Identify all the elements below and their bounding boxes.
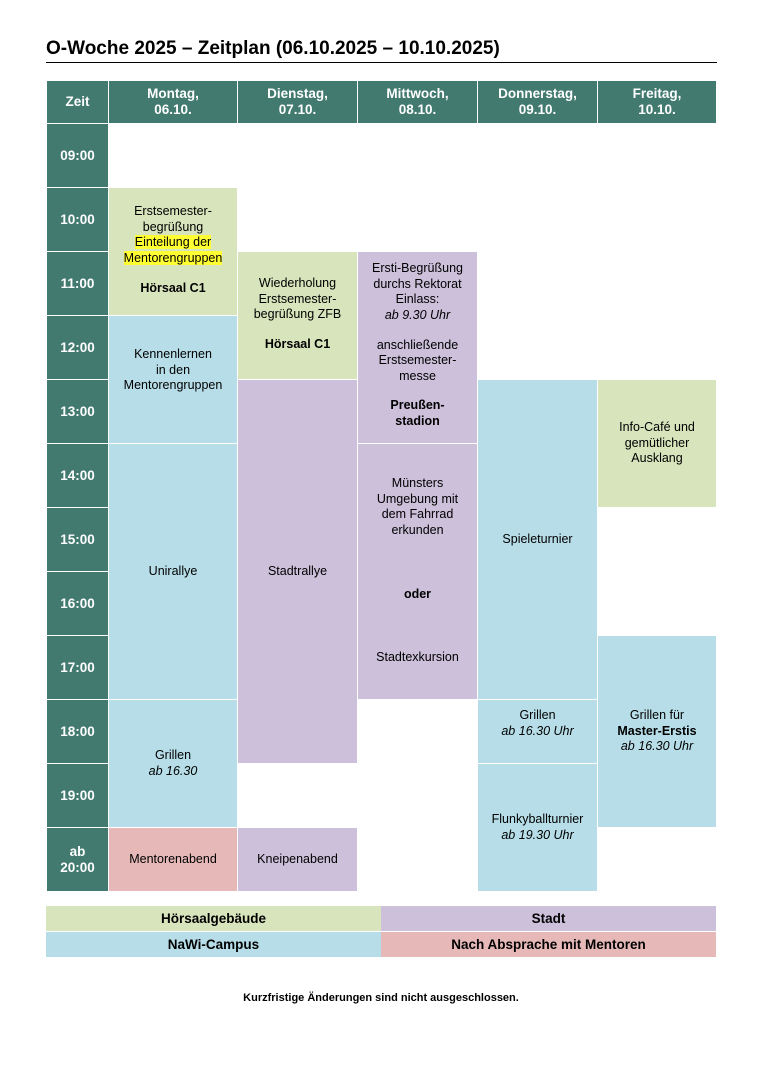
event-di-wiederholung bbox=[238, 252, 358, 380]
time-row-0900 bbox=[47, 124, 717, 188]
event-di-kneipenabend bbox=[238, 828, 358, 892]
header-day-thursday bbox=[478, 81, 598, 124]
header-row bbox=[47, 81, 717, 124]
empty-cell bbox=[598, 124, 717, 188]
empty-cell bbox=[598, 252, 717, 316]
event-text: Einlass: bbox=[395, 292, 440, 307]
time-label: 10:00 bbox=[47, 188, 109, 252]
event-time: ab 16.30 Uhr bbox=[620, 739, 694, 754]
empty-cell bbox=[478, 252, 598, 316]
time-label: 17:00 bbox=[47, 636, 109, 700]
event-text: Stadtexkursion bbox=[376, 650, 459, 665]
event-text: dem Fahrrad bbox=[381, 507, 454, 522]
event-text: Master-Erstis bbox=[617, 723, 697, 738]
event-text: Erstsemester- bbox=[134, 204, 212, 218]
header-day-wednesday bbox=[358, 81, 478, 124]
time-label: 19:00 bbox=[47, 764, 109, 828]
event-time: ab 9.30 Uhr bbox=[384, 307, 451, 322]
event-text: in den bbox=[155, 362, 191, 377]
event-text: Flunkyballturnier bbox=[491, 812, 584, 826]
event-location: Hörsaal C1 bbox=[264, 336, 331, 351]
event-text: Grillen für bbox=[629, 708, 685, 723]
legend-stadt: Stadt bbox=[381, 906, 716, 931]
empty-cell bbox=[598, 316, 717, 380]
event-text: Mentorenabend bbox=[129, 851, 217, 866]
header-zeit: Zeit bbox=[47, 81, 109, 124]
time-label: 13:00 bbox=[47, 380, 109, 444]
time-label: 11:00 bbox=[47, 252, 109, 316]
header-day-date: 10.10. bbox=[638, 102, 676, 117]
event-text: Münsters bbox=[391, 476, 444, 490]
header-day-monday bbox=[109, 81, 238, 124]
event-text: Kneipenabend bbox=[257, 851, 338, 866]
event-text: anschließende bbox=[376, 337, 459, 352]
empty-cell bbox=[358, 700, 478, 764]
schedule-table bbox=[46, 80, 717, 892]
legend-mentoren: Nach Absprache mit Mentoren bbox=[381, 932, 716, 957]
event-text: Umgebung mit bbox=[376, 491, 459, 506]
event-text: Erstsemester- bbox=[378, 353, 457, 368]
footer-note: Kurzfristige Änderungen sind nicht ausgeschlossen. bbox=[243, 992, 519, 1004]
empty-cell bbox=[478, 188, 598, 252]
time-label-line: 20:00 bbox=[60, 859, 95, 875]
event-mo-kennenlernen bbox=[109, 316, 238, 444]
event-mi-fahrrad-stadtexkursion bbox=[358, 444, 478, 700]
event-text: oder bbox=[403, 586, 432, 601]
event-do-grillen bbox=[478, 700, 598, 764]
header-day-name: Mittwoch, bbox=[386, 86, 449, 102]
event-text: gemütlicher bbox=[624, 435, 690, 450]
empty-cell bbox=[238, 764, 358, 828]
event-di-stadtrallye bbox=[238, 380, 358, 764]
event-text: begrüßung bbox=[142, 219, 204, 234]
event-time: ab 16.30 Uhr bbox=[501, 723, 574, 738]
page-title: O-Woche 2025 – Zeitplan (06.10.2025 – 10.10.2025) bbox=[46, 38, 500, 59]
header-day-name: Montag, bbox=[147, 86, 199, 102]
event-text: Wiederholung bbox=[258, 276, 337, 290]
empty-cell bbox=[598, 572, 717, 636]
time-label: 15:00 bbox=[47, 508, 109, 572]
highlighted-text: Einteilung der bbox=[134, 235, 212, 250]
event-text: durchs Rektorat bbox=[373, 276, 462, 291]
time-label: 18:00 bbox=[47, 700, 109, 764]
time-label-line: ab bbox=[69, 843, 86, 859]
empty-cell bbox=[238, 124, 358, 188]
event-fr-grillen-master bbox=[598, 636, 717, 828]
event-location: Preußen- bbox=[390, 398, 445, 413]
event-text: Kennenlernen bbox=[134, 347, 212, 361]
legend-nawi-campus: NaWi-Campus bbox=[46, 932, 381, 957]
event-text: Mentorengruppen bbox=[123, 378, 223, 393]
empty-cell bbox=[109, 124, 238, 188]
header-day-friday bbox=[598, 81, 717, 124]
event-location: Hörsaal C1 bbox=[140, 280, 206, 295]
header-day-name: Donnerstag, bbox=[498, 86, 577, 102]
legend-hoersaalgebaeude: Hörsaalgebäude bbox=[46, 906, 381, 931]
event-mo-unirallye bbox=[109, 444, 238, 700]
event-text: Grillen bbox=[519, 708, 556, 722]
event-text: Info-Café und bbox=[619, 420, 695, 434]
time-label: 12:00 bbox=[47, 316, 109, 380]
event-mi-ersti-begruessung bbox=[358, 252, 478, 444]
header-day-name: Freitag, bbox=[632, 86, 682, 102]
event-text: Spieleturnier bbox=[502, 531, 573, 546]
event-mo-erstsemesterbegruessung bbox=[109, 188, 238, 316]
header-day-date: 08.10. bbox=[398, 102, 437, 117]
event-text: Erstsemester- bbox=[258, 291, 337, 306]
legend bbox=[46, 906, 716, 958]
time-row-2000 bbox=[47, 828, 717, 892]
event-text: Stadtrallye bbox=[267, 563, 328, 578]
header-day-date: 07.10. bbox=[278, 102, 317, 117]
event-text: Ersti-Begrüßung bbox=[371, 261, 463, 275]
header-day-tuesday bbox=[238, 81, 358, 124]
empty-cell bbox=[358, 828, 478, 892]
header-day-name: Dienstag, bbox=[267, 86, 328, 102]
time-label bbox=[47, 828, 109, 892]
event-text: Unirallye bbox=[148, 563, 198, 578]
time-label: 14:00 bbox=[47, 444, 109, 508]
empty-cell bbox=[598, 188, 717, 252]
event-text: begrüßung ZFB bbox=[253, 307, 342, 322]
event-do-spieleturnier bbox=[478, 380, 598, 700]
empty-cell bbox=[478, 124, 598, 188]
highlighted-text: Mentorengruppen bbox=[123, 250, 223, 265]
event-text: Ausklang bbox=[631, 451, 683, 466]
event-do-flunkyballturnier bbox=[478, 764, 598, 892]
empty-cell bbox=[598, 508, 717, 572]
event-mo-grillen bbox=[109, 700, 238, 828]
header-day-date: 06.10. bbox=[154, 102, 192, 117]
event-location: stadion bbox=[395, 414, 440, 428]
empty-cell bbox=[598, 828, 717, 892]
empty-cell bbox=[478, 316, 598, 380]
empty-cell bbox=[358, 188, 478, 252]
time-row-1000 bbox=[47, 188, 717, 252]
event-time: ab 19.30 Uhr bbox=[501, 827, 574, 842]
header-day-date: 09.10. bbox=[518, 102, 557, 117]
event-text: Grillen bbox=[154, 748, 192, 762]
event-time: ab 16.30 bbox=[148, 763, 198, 778]
event-text: messe bbox=[399, 368, 436, 383]
time-label: 16:00 bbox=[47, 572, 109, 636]
title-underline bbox=[46, 62, 717, 63]
event-mo-mentorenabend bbox=[109, 828, 238, 892]
event-fr-info-cafe bbox=[598, 380, 717, 508]
empty-cell bbox=[358, 124, 478, 188]
empty-cell bbox=[238, 188, 358, 252]
empty-cell bbox=[358, 764, 478, 828]
event-text: erkunden bbox=[391, 522, 444, 537]
time-label: 09:00 bbox=[47, 124, 109, 188]
